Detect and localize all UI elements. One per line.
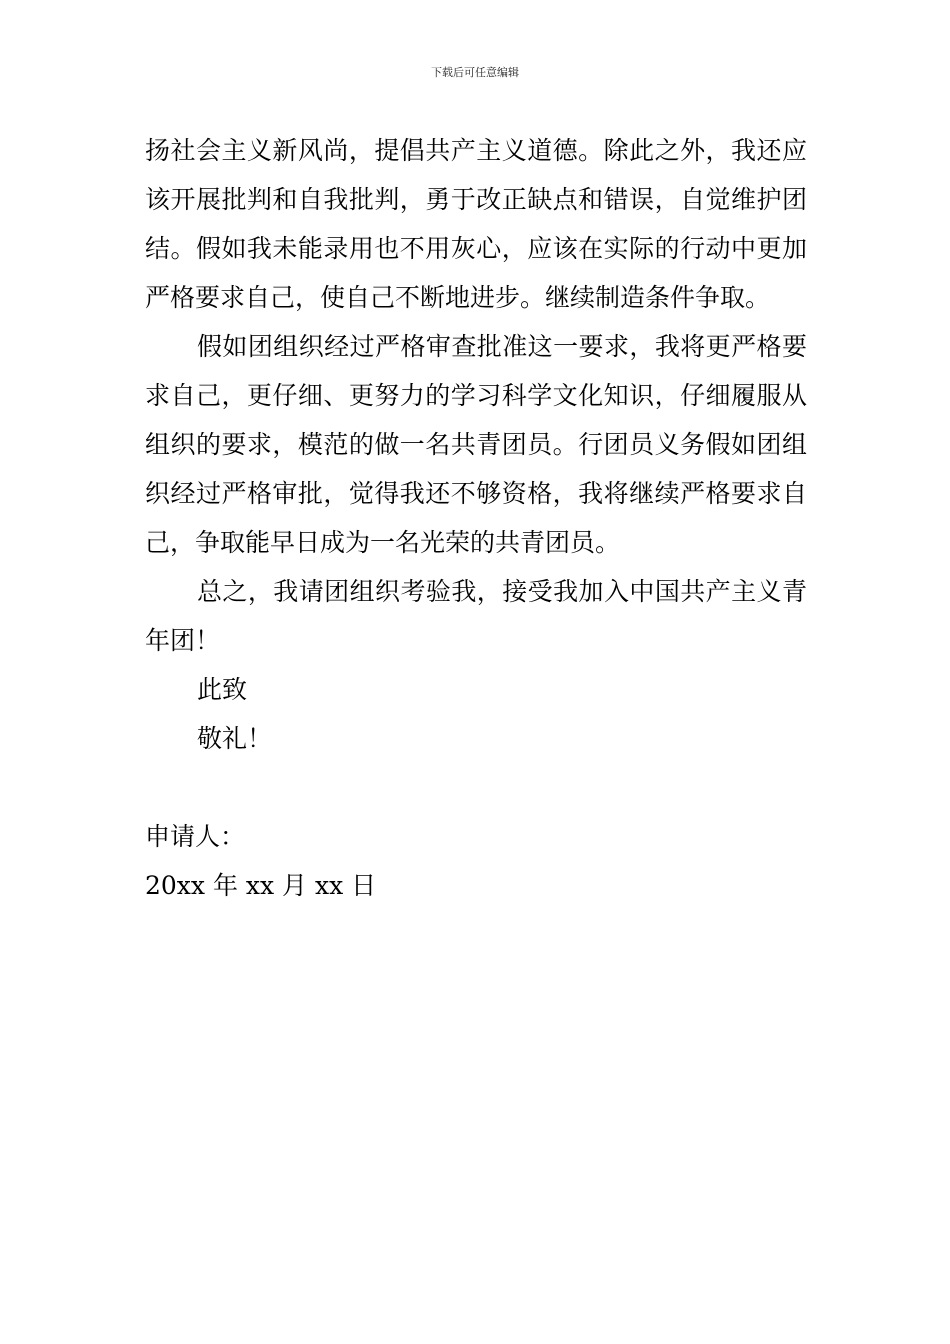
signature-date: 20xx 年 xx 月 xx 日 [145, 871, 377, 900]
signature-spacer [145, 763, 807, 812]
closing-salutation: 此致 [197, 675, 248, 704]
paragraph-commitment: 假如团组织经过严格审查批准这一要求，我将更严格要求自己，更仔细、更努力的学习科学文化知识，仔细履服从组织的要求，模范的做一名共青团员。行团员义务假如团组织经过严格审批，觉得我还不够资格，我将继续严格要求自己，争取能早日成为一名光荣的共青团员。 [145, 332, 807, 557]
paragraph-conclusion: 总之，我请团组织考验我，接受我加入中国共产主义青年团！ [145, 577, 807, 655]
paragraph-continuation: 扬社会主义新风尚，提倡共产主义道德。除此之外，我还应该开展批判和自我批判，勇于改正缺点和错误，自觉维护团结。假如我未能录用也不用灰心，应该在实际的行动中更加严格要求自己，使自己不断地进步。继续制造条件争取。 [145, 136, 807, 312]
closing-regards: 敬礼！ [197, 724, 273, 753]
applicant-label: 申请人： [145, 822, 246, 851]
header-note: 下载后可任意编辑 [431, 66, 519, 79]
letter-body [145, 126, 807, 910]
